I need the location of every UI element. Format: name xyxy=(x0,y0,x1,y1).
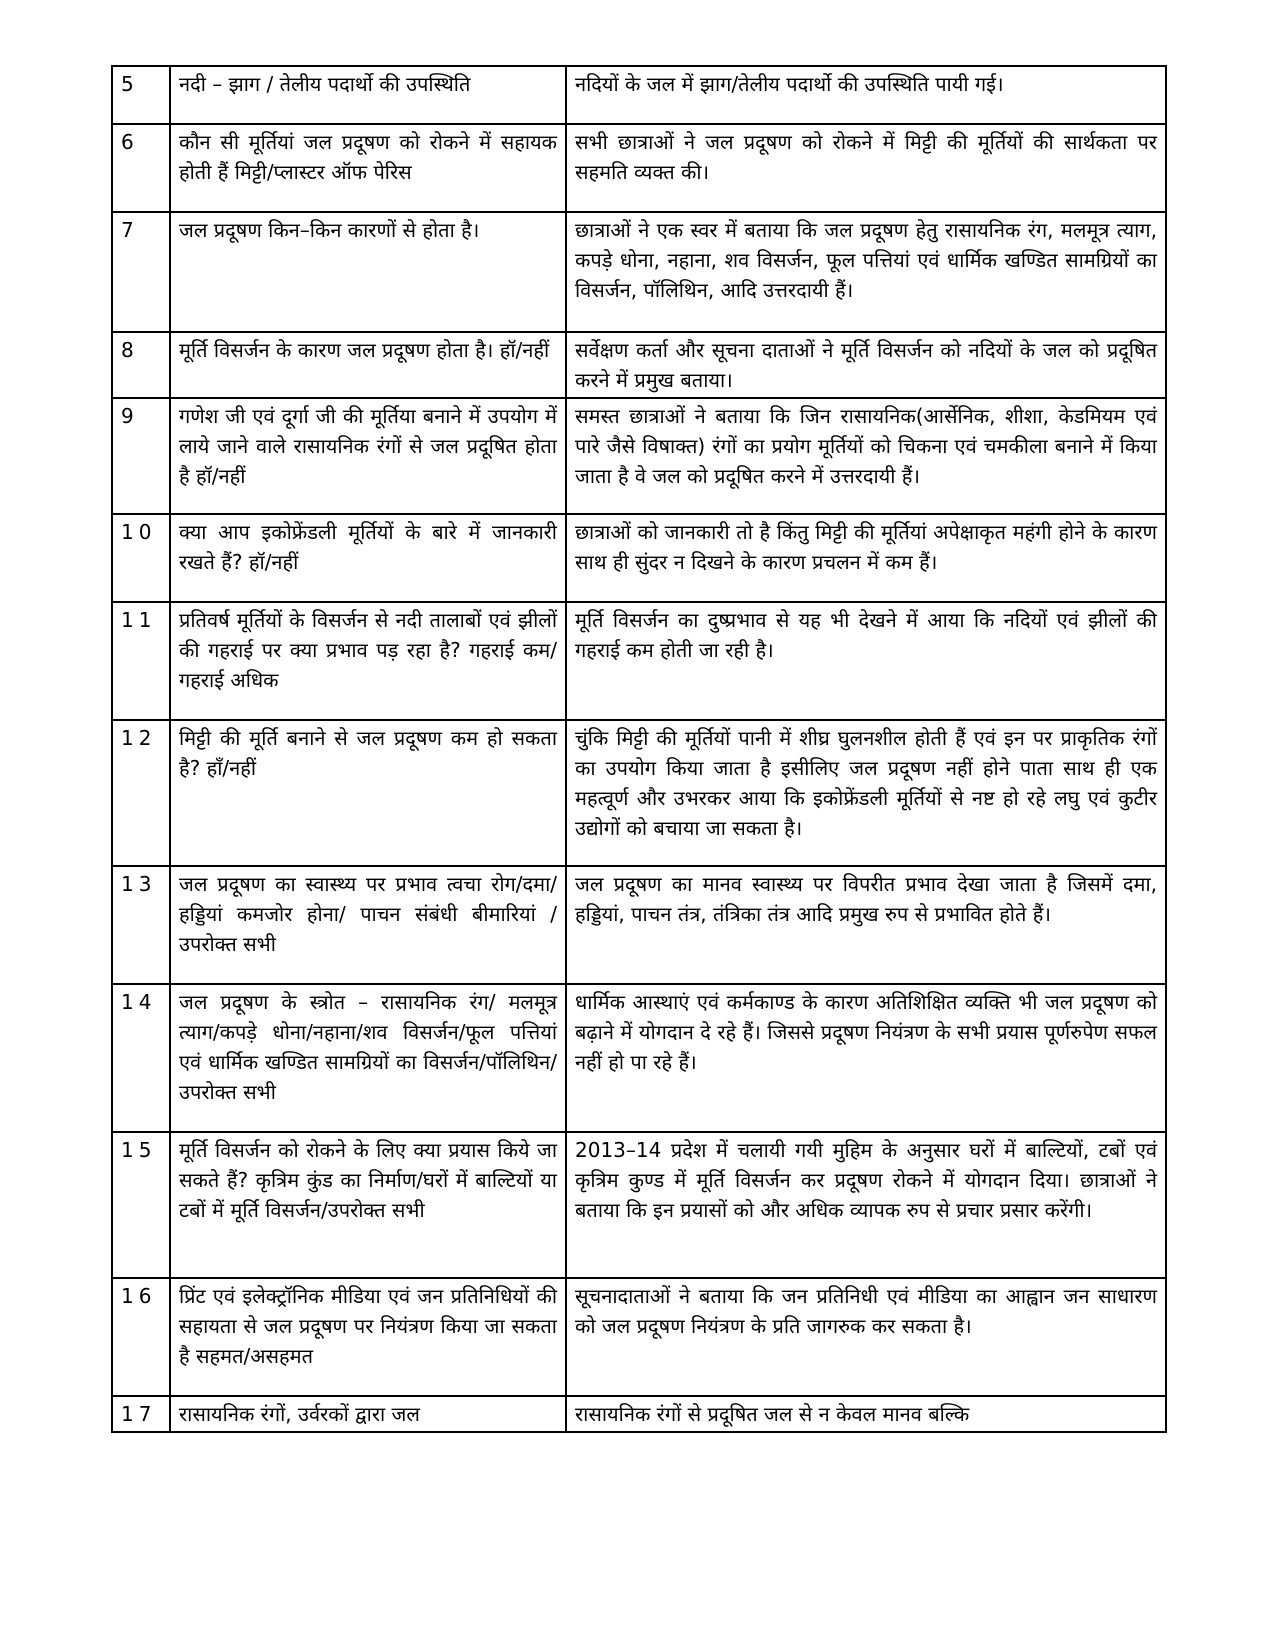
answer-cell: सभी छात्राओं ने जल प्रदूषण को रोकने में मिट्टी की मूर्तियों की सार्थकता पर सहमति व्यक्त की। xyxy=(566,124,1166,212)
answer-cell: सर्वेक्षण कर्ता और सूचना दाताओं ने मूर्ति विसर्जन को नदियों के जल को प्रदूषित करने में प्रमुख बताया। xyxy=(566,332,1166,398)
question-cell: गणेश जी एवं दूर्गा जी की मूर्तिया बनाने में उपयोग में लाये जाने वाले रासायनिक रंगों से जल प्रदूषित होता है हॉ/नहीं xyxy=(170,398,566,514)
question-cell: प्रतिवर्ष मूर्तियों के विसर्जन से नदी तालाबों एवं झीलों की गहराई पर क्या प्रभाव पड़ रहा है? गहराई कम/गहराई अधिक xyxy=(170,602,566,720)
question-cell: मूर्ति विसर्जन के कारण जल प्रदूषण होता है। हॉ/नहीं xyxy=(170,332,566,398)
table-row xyxy=(112,1132,1166,1278)
table-row xyxy=(112,514,1166,602)
question-cell: क्या आप इकोफ्रेंडली मूर्तियों के बारे में जानकारी रखते हैं? हॉ/नहीं xyxy=(170,514,566,602)
survey-table-body xyxy=(112,66,1166,1432)
table-row xyxy=(112,66,1166,124)
table-row xyxy=(112,212,1166,332)
answer-cell: रासायनिक रंगों से प्रदूषित जल से न केवल मानव बल्कि xyxy=(566,1396,1166,1432)
question-cell: रासायनिक रंगों, उर्वरकों द्वारा जल xyxy=(170,1396,566,1432)
answer-cell: छात्राओं को जानकारी तो है किंतु मिट्टी की मूर्तियां अपेक्षाकृत महंगी होने के कारण साथ ही सुंदर न दिखने के कारण प्रचलन में कम हैं। xyxy=(566,514,1166,602)
question-cell: कौन सी मूर्तियां जल प्रदूषण को रोकने में सहायक होती हैं मिट्टी/प्लास्टर ऑफ पेरिस xyxy=(170,124,566,212)
row-number: 17 xyxy=(112,1396,170,1432)
row-number: 8 xyxy=(112,332,170,398)
question-cell: मिट्टी की मूर्ति बनाने से जल प्रदूषण कम हो सकता है? हॉं/नहीं xyxy=(170,720,566,866)
question-cell: जल प्रदूषण किन–किन कारणों से होता है। xyxy=(170,212,566,332)
table-row xyxy=(112,1396,1166,1432)
row-number: 7 xyxy=(112,212,170,332)
answer-cell: नदियों के जल में झाग/तेलीय पदार्थो की उपस्थिति पायी गई। xyxy=(566,66,1166,124)
answer-cell: सूचनादाताओं ने बताया कि जन प्रतिनिधी एवं मीडिया का आह्वान जन साधारण को जल प्रदूषण नियंत्रण के प्रति जागरुक कर सकता है। xyxy=(566,1278,1166,1396)
row-number: 9 xyxy=(112,398,170,514)
row-number: 11 xyxy=(112,602,170,720)
answer-cell: चुंकि मिट्टी की मूर्तियों पानी में शीघ्र घुलनशील होती हैं एवं इन पर प्राकृतिक रंगों का उपयोग किया जाता है इसीलिए जल प्रदूषण नहीं होने पाता साथ ही एक महत्वूर्ण और उभरकर आया कि इकोफ्रेंडली मूर्तियों से नष्ट हो रहे लघु एवं कुटीर उद्योगों को बचाया जा सकता है। xyxy=(566,720,1166,866)
table-row xyxy=(112,398,1166,514)
row-number: 13 xyxy=(112,866,170,984)
row-number: 14 xyxy=(112,984,170,1132)
table-row xyxy=(112,602,1166,720)
survey-table xyxy=(111,65,1167,1433)
table-row xyxy=(112,866,1166,984)
question-cell: जल प्रदूषण का स्वास्थ्य पर प्रभाव त्वचा रोग/दमा/हड्डियां कमजोर होना/ पाचन संबंधी बीमारियां / उपरोक्त सभी xyxy=(170,866,566,984)
row-number: 5 xyxy=(112,66,170,124)
row-number: 12 xyxy=(112,720,170,866)
row-number: 16 xyxy=(112,1278,170,1396)
answer-cell: समस्त छात्राओं ने बताया कि जिन रासायनिक(आर्सेनिक, शीशा, केडमियम एवं पारे जैसे विषाक्त) रंगों का प्रयोग मूर्तियों को चिकना एवं चमकीला बनाने में किया जाता है वे जल को प्रदूषित करने में उत्तरदायी हैं। xyxy=(566,398,1166,514)
row-number: 15 xyxy=(112,1132,170,1278)
question-cell: नदी – झाग / तेलीय पदार्थो की उपस्थिति xyxy=(170,66,566,124)
question-cell: जल प्रदूषण के स्त्रोत – रासायनिक रंग/ मलमूत्र त्याग/कपड़े धोना/नहाना/शव विसर्जन/फूल पत्तियां एवं धार्मिक खण्डित सामग्रियों का विसर्जन/पॉलिथिन/उपरोक्त सभी xyxy=(170,984,566,1132)
answer-cell: मूर्ति विसर्जन का दुष्प्रभाव से यह भी देखने में आया कि नदियों एवं झीलों की गहराई कम होती जा रही है। xyxy=(566,602,1166,720)
answer-cell: 2013–14 प्रदेश में चलायी गयी मुहिम के अनुसार घरों में बाल्टियों, टबों एवं कृत्रिम कुण्ड में मूर्ति विसर्जन कर प्रदूषण रोकने में योगदान दिया। छात्राओं ने बताया कि इन प्रयासों को और अधिक व्यापक रुप से प्रचार प्रसार करेंगी। xyxy=(566,1132,1166,1278)
table-row xyxy=(112,720,1166,866)
answer-cell: जल प्रदूषण का मानव स्वास्थ्य पर विपरीत प्रभाव देखा जाता है जिसमें दमा, हड्डियां, पाचन तंत्र, तंत्रिका तंत्र आदि प्रमुख रुप से प्रभावित होते हैं। xyxy=(566,866,1166,984)
row-number: 6 xyxy=(112,124,170,212)
row-number: 10 xyxy=(112,514,170,602)
table-row xyxy=(112,1278,1166,1396)
table-row xyxy=(112,124,1166,212)
answer-cell: धार्मिक आस्थाएं एवं कर्मकाण्ड के कारण अतिशिक्षित व्यक्ति भी जल प्रदूषण को बढ़ाने में योगदान दे रहे हैं। जिससे प्रदूषण नियंत्रण के सभी प्रयास पूर्णरुपेण सफल नहीं हो पा रहे हैं। xyxy=(566,984,1166,1132)
table-row xyxy=(112,332,1166,398)
table-row xyxy=(112,984,1166,1132)
question-cell: मूर्ति विसर्जन को रोकने के लिए क्या प्रयास किये जा सकते हैं? कृत्रिम कुंड का निर्माण/घरों में बाल्टियों या टबों में मूर्ति विसर्जन/उपरोक्त सभी xyxy=(170,1132,566,1278)
question-cell: प्रिंट एवं इलेक्ट्रॉनिक मीडिया एवं जन प्रतिनिधियों की सहायता से जल प्रदूषण पर नियंत्रण किया जा सकता है सहमत/असहमत xyxy=(170,1278,566,1396)
answer-cell: छात्राओं ने एक स्वर में बताया कि जल प्रदूषण हेतु रासायनिक रंग, मलमूत्र त्याग, कपड़े धोना, नहाना, शव विसर्जन, फूल पत्तियां एवं धार्मिक खण्डित सामग्रियों का विसर्जन, पॉलिथिन, आदि उत्तरदायी हैं। xyxy=(566,212,1166,332)
